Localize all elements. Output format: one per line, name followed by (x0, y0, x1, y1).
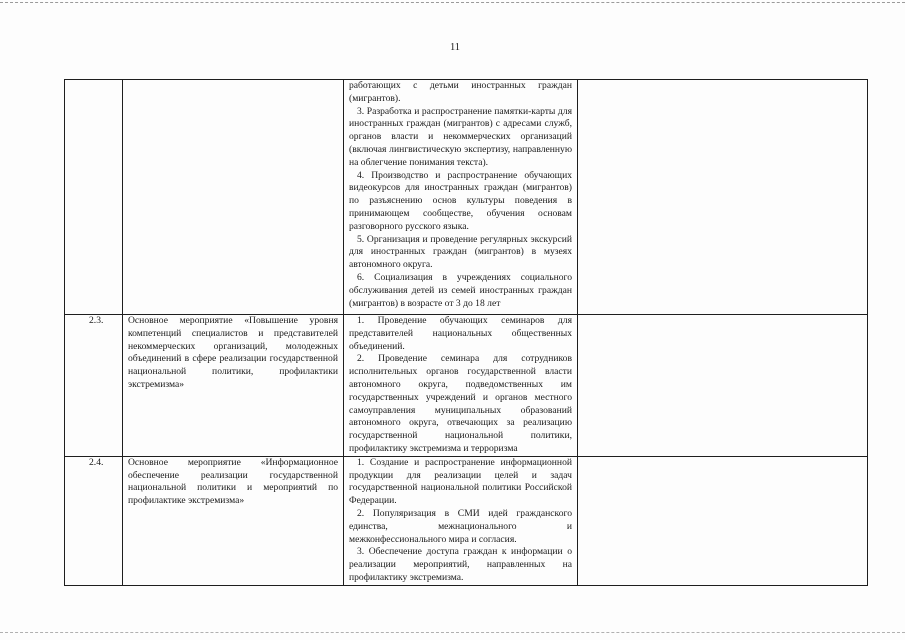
content-paragraph: 2. Популяризация в СМИ идей гражданского единства, межнационального и межконфессионального мира и согласия. (349, 507, 572, 545)
activity-name: Основное мероприятие «Повышение уровня компетенций специалистов и представителей некоммерческих организаций, молодежных объединений в сфере реализации государственной национальной политики, профилактики экстремизма» (123, 315, 344, 457)
activity-name (123, 80, 344, 315)
activity-content (344, 456, 578, 585)
content-paragraph: 6. Социализация в учреждениях социального обслуживания детей из семей иностранных граждан (мигрантов) в возрасте от 3 до 18 лет (349, 271, 572, 309)
content-paragraph: 1. Проведение обучающих семинаров для представителей национальных общественных объединений. (349, 315, 572, 352)
activity-name: Основное мероприятие «Информационное обеспечение реализации государственной национальной политики и мероприятий по профилактике экстремизма» (123, 456, 344, 585)
content-paragraph: 3. Обеспечение доступа граждан к информации о реализации мероприятий, направленных на профилактику экстремизма. (349, 546, 572, 583)
content-paragraph: 2. Проведение семинара для сотрудников исполнительных органов государственной власти автономного округа, подведомственных им государственных учреждений и органов местного самоуправления муниципальных образований автономного округа, отвечающих за реализацию государственной национальной политики, профилактику экстремизма и терроризма (349, 353, 572, 454)
empty-cell (578, 456, 868, 585)
empty-cell (578, 80, 868, 315)
row-number: 2.3. (65, 315, 123, 457)
row-number (65, 80, 123, 315)
content-paragraph: 1. Создание и распространение информационной продукции для реализации целей и задач государственной национальной политики Российской Федерации. (349, 456, 572, 507)
content-paragraph: 3. Разработка и распространение памятки-карты для иностранных граждан (мигрантов) с адресами служб, органов власти и некоммерческих организаций (включая лингвистическую экспертизу, направленную на облегчение понимания текста). (349, 105, 572, 168)
scan-edge-bottom (0, 632, 905, 633)
program-table (64, 79, 868, 586)
activity-content (344, 80, 578, 315)
table-row (65, 315, 868, 457)
empty-cell (578, 315, 868, 457)
table-row (65, 456, 868, 585)
content-paragraph: 5. Организация и проведение регулярных экскурсий для иностранных граждан (мигрантов) в музеях автономного округа. (349, 233, 572, 271)
table-row (65, 80, 868, 315)
page-number: 11 (449, 42, 461, 53)
scan-edge-top (0, 2, 905, 3)
activity-content (344, 315, 578, 457)
row-number: 2.4. (65, 456, 123, 585)
content-paragraph: работающих с детьми иностранных граждан (мигрантов). (349, 80, 572, 104)
content-paragraph: 4. Производство и распространение обучающих видеокурсов для иностранных граждан (мигрантов) по разъяснению основ культуры поведения в принимающем сообществе, обучения основам разговорного русского языка. (349, 169, 572, 232)
